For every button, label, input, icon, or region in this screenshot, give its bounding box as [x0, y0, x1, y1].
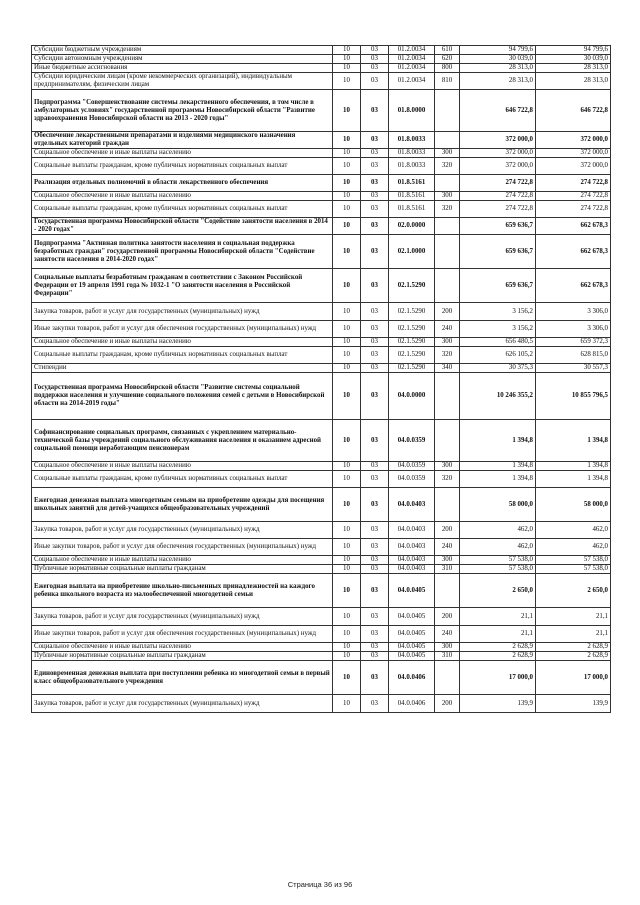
row-name: Ежегодная выплата на приобретение школьно-письменных принадлежностей на каждого ребенка школьного возраста из малообеспеченной многодетной семьи	[32, 574, 333, 608]
row-name: Социальное обеспечение и иные выплаты населению	[32, 643, 333, 652]
row-subsection: 03	[361, 269, 389, 303]
row-name: Социальное обеспечение и иные выплаты населению	[32, 149, 333, 158]
row-amount-year1: 1 394,8	[460, 462, 536, 471]
row-amount-year1: 372 000,0	[460, 158, 536, 175]
row-name: Социальное обеспечение и иные выплаты населению	[32, 556, 333, 565]
row-name: Социальные выплаты гражданам, кроме публичных нормативных социальных выплат	[32, 471, 333, 488]
row-subsection: 03	[361, 661, 389, 695]
row-name: Публичные нормативные социальные выплаты гражданам	[32, 652, 333, 661]
table-row	[32, 420, 611, 462]
row-name: Закупка товаров, работ и услуг для государственных (муниципальных) нужд	[32, 695, 333, 713]
row-expense-type	[435, 488, 460, 522]
row-target-code: 01.8.5161	[389, 201, 435, 218]
row-amount-year2: 372 000,0	[536, 149, 611, 158]
row-amount-year2: 1 394,8	[536, 462, 611, 471]
row-expense-type	[435, 574, 460, 608]
table-row	[32, 643, 611, 652]
row-expense-type: 300	[435, 149, 460, 158]
row-target-code: 01.2.0034	[389, 73, 435, 90]
row-target-code: 04.0.0359	[389, 462, 435, 471]
row-target-code: 01.8.0000	[389, 90, 435, 132]
row-amount-year2: 3 306,0	[536, 321, 611, 338]
row-name: Закупка товаров, работ и услуг для государственных (муниципальных) нужд	[32, 303, 333, 321]
row-name: Иные закупки товаров, работ и услуг для обеспечения государственных (муниципальных) нужд	[32, 539, 333, 556]
row-amount-year2: 94 799,6	[536, 46, 611, 55]
row-subsection: 03	[361, 488, 389, 522]
row-name: Стипендии	[32, 364, 333, 373]
row-amount-year2: 30 557,3	[536, 364, 611, 373]
row-name: Социальные выплаты безработным гражданам в соответствии с Законом Российской Федерации от 19 апреля 1991 года № 1032-1 "О занятости населения в Российской Федерации"	[32, 269, 333, 303]
row-amount-year2: 28 313,0	[536, 64, 611, 73]
row-section: 10	[333, 643, 361, 652]
row-section: 10	[333, 539, 361, 556]
table-row	[32, 488, 611, 522]
row-amount-year2: 662 678,3	[536, 218, 611, 235]
row-target-code: 04.0.0405	[389, 574, 435, 608]
row-expense-type: 200	[435, 303, 460, 321]
row-expense-type: 300	[435, 338, 460, 347]
row-name: Подпрограмма "Совершенствование системы лекарственного обеспечения, в том числе в амбулаторных условиях" государственной программы Новосибирской области "Развитие здравоохранения Новосибирской области на 2013 - 2020 годы"	[32, 90, 333, 132]
row-section: 10	[333, 420, 361, 462]
row-amount-year2: 58 000,0	[536, 488, 611, 522]
row-expense-type: 240	[435, 626, 460, 643]
row-target-code: 02.1.5290	[389, 364, 435, 373]
table-row	[32, 565, 611, 574]
row-amount-year2: 1 394,8	[536, 471, 611, 488]
row-subsection: 03	[361, 55, 389, 64]
row-section: 10	[333, 373, 361, 420]
row-subsection: 03	[361, 73, 389, 90]
row-amount-year2: 274 722,8	[536, 175, 611, 192]
row-target-code: 01.2.0034	[389, 55, 435, 64]
table-row	[32, 695, 611, 713]
row-section: 10	[333, 347, 361, 364]
table-row	[32, 364, 611, 373]
row-amount-year1: 30 039,0	[460, 55, 536, 64]
row-section: 10	[333, 462, 361, 471]
row-expense-type: 300	[435, 192, 460, 201]
row-expense-type: 320	[435, 158, 460, 175]
row-section: 10	[333, 364, 361, 373]
row-target-code: 01.8.0033	[389, 158, 435, 175]
row-section: 10	[333, 158, 361, 175]
table-row	[32, 373, 611, 420]
table-row	[32, 539, 611, 556]
row-section: 10	[333, 471, 361, 488]
row-subsection: 03	[361, 626, 389, 643]
row-amount-year2: 628 815,0	[536, 347, 611, 364]
row-subsection: 03	[361, 303, 389, 321]
row-section: 10	[333, 175, 361, 192]
row-expense-type: 200	[435, 695, 460, 713]
row-section: 10	[333, 64, 361, 73]
row-name: Социальное обеспечение и иные выплаты населению	[32, 338, 333, 347]
row-amount-year2: 372 000,0	[536, 158, 611, 175]
row-target-code: 01.2.0034	[389, 64, 435, 73]
row-target-code: 04.0.0406	[389, 695, 435, 713]
row-section: 10	[333, 218, 361, 235]
table-row	[32, 73, 611, 90]
row-amount-year1: 3 156,2	[460, 321, 536, 338]
row-expense-type: 320	[435, 201, 460, 218]
row-target-code: 04.0.0000	[389, 373, 435, 420]
row-amount-year1: 57 538,0	[460, 556, 536, 565]
row-amount-year1: 17 000,0	[460, 661, 536, 695]
row-amount-year1: 10 246 355,2	[460, 373, 536, 420]
row-amount-year1: 462,0	[460, 522, 536, 539]
row-section: 10	[333, 488, 361, 522]
row-subsection: 03	[361, 338, 389, 347]
row-section: 10	[333, 565, 361, 574]
row-amount-year1: 28 313,0	[460, 73, 536, 90]
row-amount-year1: 58 000,0	[460, 488, 536, 522]
row-name: Субсидии бюджетным учреждениям	[32, 46, 333, 55]
row-name: Государственная программа Новосибирской области "Содействие занятости населения в 2014 - 2020 годах"	[32, 218, 333, 235]
row-name: Социальное обеспечение и иные выплаты населению	[32, 462, 333, 471]
row-expense-type: 620	[435, 55, 460, 64]
row-amount-year1: 2 628,9	[460, 643, 536, 652]
row-target-code: 01.8.0033	[389, 149, 435, 158]
row-name: Субсидии автономным учреждениям	[32, 55, 333, 64]
row-amount-year2: 21,1	[536, 626, 611, 643]
row-subsection: 03	[361, 46, 389, 55]
row-expense-type	[435, 661, 460, 695]
row-amount-year2: 139,9	[536, 695, 611, 713]
row-amount-year2: 662 678,3	[536, 235, 611, 269]
table-row	[32, 175, 611, 192]
table-row	[32, 192, 611, 201]
table-row	[32, 201, 611, 218]
table-row	[32, 46, 611, 55]
row-expense-type	[435, 218, 460, 235]
row-amount-year1: 274 722,8	[460, 175, 536, 192]
row-target-code: 02.1.5290	[389, 269, 435, 303]
row-target-code: 04.0.0403	[389, 556, 435, 565]
row-target-code: 04.0.0405	[389, 652, 435, 661]
row-name: Иные закупки товаров, работ и услуг для обеспечения государственных (муниципальных) нужд	[32, 321, 333, 338]
table-row	[32, 218, 611, 235]
row-amount-year2: 659 372,3	[536, 338, 611, 347]
row-expense-type: 240	[435, 539, 460, 556]
row-subsection: 03	[361, 364, 389, 373]
row-target-code: 02.1.5290	[389, 347, 435, 364]
row-amount-year1: 274 722,8	[460, 192, 536, 201]
row-amount-year2: 662 678,3	[536, 269, 611, 303]
table-row	[32, 462, 611, 471]
row-amount-year1: 626 105,2	[460, 347, 536, 364]
row-amount-year1: 1 394,8	[460, 420, 536, 462]
row-name: Государственная программа Новосибирской области "Развитие системы социальной поддержки населения и улучшение социального положения семей с детьми в Новосибирской области на 2014-2019 годы"	[32, 373, 333, 420]
row-subsection: 03	[361, 192, 389, 201]
row-expense-type: 310	[435, 565, 460, 574]
row-section: 10	[333, 73, 361, 90]
row-subsection: 03	[361, 608, 389, 626]
row-amount-year1: 274 722,8	[460, 201, 536, 218]
row-name: Закупка товаров, работ и услуг для государственных (муниципальных) нужд	[32, 522, 333, 539]
table-row	[32, 55, 611, 64]
row-amount-year2: 372 000,0	[536, 132, 611, 149]
row-subsection: 03	[361, 132, 389, 149]
row-expense-type	[435, 420, 460, 462]
row-subsection: 03	[361, 420, 389, 462]
row-amount-year2: 30 039,0	[536, 55, 611, 64]
row-section: 10	[333, 321, 361, 338]
row-subsection: 03	[361, 652, 389, 661]
row-expense-type	[435, 373, 460, 420]
row-section: 10	[333, 149, 361, 158]
row-section: 10	[333, 574, 361, 608]
row-subsection: 03	[361, 471, 389, 488]
row-amount-year1: 94 799,6	[460, 46, 536, 55]
table-row	[32, 522, 611, 539]
row-name: Публичные нормативные социальные выплаты гражданам	[32, 565, 333, 574]
row-subsection: 03	[361, 574, 389, 608]
row-amount-year2: 57 538,0	[536, 556, 611, 565]
row-amount-year1: 21,1	[460, 608, 536, 626]
row-section: 10	[333, 235, 361, 269]
row-name: Единовременная денежная выплата при поступлении ребенка из многодетной семьи в первый класс общеобразовательного учреждения	[32, 661, 333, 695]
row-amount-year1: 1 394,8	[460, 471, 536, 488]
row-name: Закупка товаров, работ и услуг для государственных (муниципальных) нужд	[32, 608, 333, 626]
row-subsection: 03	[361, 175, 389, 192]
row-subsection: 03	[361, 347, 389, 364]
row-amount-year2: 3 306,0	[536, 303, 611, 321]
row-target-code: 04.0.0405	[389, 626, 435, 643]
row-subsection: 03	[361, 149, 389, 158]
row-target-code: 04.0.0405	[389, 608, 435, 626]
row-amount-year1: 646 722,8	[460, 90, 536, 132]
row-target-code: 02.0.0000	[389, 218, 435, 235]
row-name: Ежегодная денежная выплата многодетным семьям на приобретение одежды для посещения школьных занятий для детей-учащихся общеобразовательных учреждений	[32, 488, 333, 522]
table-row	[32, 608, 611, 626]
row-expense-type: 310	[435, 652, 460, 661]
table-row	[32, 661, 611, 695]
row-name: Реализация отдельных полномочий в области лекарственного обеспечения	[32, 175, 333, 192]
row-section: 10	[333, 201, 361, 218]
table-row	[32, 158, 611, 175]
row-subsection: 03	[361, 64, 389, 73]
table-row	[32, 64, 611, 73]
row-expense-type: 240	[435, 321, 460, 338]
row-section: 10	[333, 132, 361, 149]
table-row	[32, 556, 611, 565]
row-expense-type: 300	[435, 462, 460, 471]
page-number: Страница 36 из 96	[287, 880, 353, 889]
row-amount-year1: 57 538,0	[460, 565, 536, 574]
row-expense-type	[435, 90, 460, 132]
row-section: 10	[333, 46, 361, 55]
row-amount-year2: 21,1	[536, 608, 611, 626]
row-section: 10	[333, 303, 361, 321]
table-row	[32, 269, 611, 303]
row-subsection: 03	[361, 565, 389, 574]
row-amount-year1: 139,9	[460, 695, 536, 713]
row-subsection: 03	[361, 218, 389, 235]
row-amount-year1: 28 313,0	[460, 64, 536, 73]
row-section: 10	[333, 55, 361, 64]
row-target-code: 04.0.0405	[389, 643, 435, 652]
row-name: Иные закупки товаров, работ и услуг для обеспечения государственных (муниципальных) нужд	[32, 626, 333, 643]
row-amount-year1: 659 636,7	[460, 269, 536, 303]
row-expense-type: 320	[435, 347, 460, 364]
row-section: 10	[333, 556, 361, 565]
row-subsection: 03	[361, 462, 389, 471]
table-row	[32, 471, 611, 488]
table-row	[32, 574, 611, 608]
row-expense-type	[435, 175, 460, 192]
row-amount-year1: 656 480,5	[460, 338, 536, 347]
row-amount-year2: 57 538,0	[536, 565, 611, 574]
row-expense-type: 800	[435, 64, 460, 73]
row-expense-type: 200	[435, 522, 460, 539]
row-subsection: 03	[361, 373, 389, 420]
row-amount-year2: 462,0	[536, 539, 611, 556]
row-name: Социальные выплаты гражданам, кроме публичных нормативных социальных выплат	[32, 158, 333, 175]
row-subsection: 03	[361, 522, 389, 539]
row-subsection: 03	[361, 201, 389, 218]
table-row	[32, 321, 611, 338]
row-section: 10	[333, 626, 361, 643]
row-target-code: 02.1.5290	[389, 303, 435, 321]
row-expense-type: 300	[435, 556, 460, 565]
row-target-code: 02.1.0000	[389, 235, 435, 269]
row-amount-year2: 2 628,9	[536, 643, 611, 652]
row-amount-year1: 2 650,0	[460, 574, 536, 608]
row-amount-year2: 28 313,0	[536, 73, 611, 90]
row-target-code: 01.8.5161	[389, 192, 435, 201]
row-target-code: 02.1.5290	[389, 321, 435, 338]
table-row	[32, 149, 611, 158]
row-target-code: 04.0.0403	[389, 565, 435, 574]
row-expense-type: 320	[435, 471, 460, 488]
table-row	[32, 235, 611, 269]
row-amount-year2: 1 394,8	[536, 420, 611, 462]
row-section: 10	[333, 192, 361, 201]
row-target-code: 04.0.0359	[389, 471, 435, 488]
table-body	[32, 46, 611, 713]
row-target-code: 01.2.0034	[389, 46, 435, 55]
row-amount-year2: 646 722,8	[536, 90, 611, 132]
row-section: 10	[333, 608, 361, 626]
table-row	[32, 132, 611, 149]
row-name: Субсидии юридическим лицам (кроме некоммерческих организаций), индивидуальным предпринимателям, физическим лицам	[32, 73, 333, 90]
row-expense-type	[435, 235, 460, 269]
row-name: Социальные выплаты гражданам, кроме публичных нормативных социальных выплат	[32, 347, 333, 364]
row-amount-year2: 274 722,8	[536, 192, 611, 201]
row-amount-year2: 274 722,8	[536, 201, 611, 218]
table-row	[32, 347, 611, 364]
row-expense-type: 810	[435, 73, 460, 90]
row-name: Обеспечение лекарственными препаратами и изделиями медицинского назначения отдельных категорий граждан	[32, 132, 333, 149]
row-expense-type: 610	[435, 46, 460, 55]
row-target-code: 01.8.5161	[389, 175, 435, 192]
table-row	[32, 338, 611, 347]
row-section: 10	[333, 695, 361, 713]
row-expense-type: 340	[435, 364, 460, 373]
row-subsection: 03	[361, 90, 389, 132]
row-expense-type	[435, 132, 460, 149]
row-target-code: 01.8.0033	[389, 132, 435, 149]
row-section: 10	[333, 269, 361, 303]
row-amount-year2: 17 000,0	[536, 661, 611, 695]
row-target-code: 04.0.0403	[389, 488, 435, 522]
row-subsection: 03	[361, 158, 389, 175]
row-amount-year1: 659 636,7	[460, 218, 536, 235]
row-amount-year2: 10 855 796,5	[536, 373, 611, 420]
table-row	[32, 90, 611, 132]
row-subsection: 03	[361, 556, 389, 565]
row-subsection: 03	[361, 321, 389, 338]
row-amount-year1: 659 636,7	[460, 235, 536, 269]
row-section: 10	[333, 338, 361, 347]
row-subsection: 03	[361, 643, 389, 652]
row-name: Софинансирование социальных программ, связанных с укреплением материально-технической базы учреждений социального обслуживания населения и оказанием адресной социальной помощи неработающим пенсионерам	[32, 420, 333, 462]
table-row	[32, 626, 611, 643]
row-target-code: 02.1.5290	[389, 338, 435, 347]
row-expense-type: 200	[435, 608, 460, 626]
row-amount-year1: 372 000,0	[460, 149, 536, 158]
row-target-code: 04.0.0406	[389, 661, 435, 695]
row-amount-year1: 372 000,0	[460, 132, 536, 149]
row-section: 10	[333, 652, 361, 661]
row-name: Социальные выплаты гражданам, кроме публичных нормативных социальных выплат	[32, 201, 333, 218]
row-amount-year1: 3 156,2	[460, 303, 536, 321]
row-subsection: 03	[361, 539, 389, 556]
row-amount-year2: 2 650,0	[536, 574, 611, 608]
row-target-code: 04.0.0403	[389, 539, 435, 556]
row-name: Социальное обеспечение и иные выплаты населению	[32, 192, 333, 201]
row-name: Иные бюджетные ассигнования	[32, 64, 333, 73]
row-amount-year2: 462,0	[536, 522, 611, 539]
row-amount-year1: 2 628,9	[460, 652, 536, 661]
row-section: 10	[333, 90, 361, 132]
row-amount-year1: 30 375,3	[460, 364, 536, 373]
row-expense-type: 300	[435, 643, 460, 652]
row-subsection: 03	[361, 695, 389, 713]
row-amount-year2: 2 628,9	[536, 652, 611, 661]
row-section: 10	[333, 522, 361, 539]
budget-table	[31, 45, 611, 713]
row-section: 10	[333, 661, 361, 695]
row-expense-type	[435, 269, 460, 303]
row-target-code: 04.0.0403	[389, 522, 435, 539]
row-name: Подпрограмма "Активная политика занятости населения и социальная поддержка безработных граждан" государственной программы Новосибирской области "Содействие занятости населения в 2014-2020 годах"	[32, 235, 333, 269]
table-row	[32, 652, 611, 661]
table-row	[32, 303, 611, 321]
row-subsection: 03	[361, 235, 389, 269]
row-amount-year1: 21,1	[460, 626, 536, 643]
row-amount-year1: 462,0	[460, 539, 536, 556]
row-target-code: 04.0.0359	[389, 420, 435, 462]
